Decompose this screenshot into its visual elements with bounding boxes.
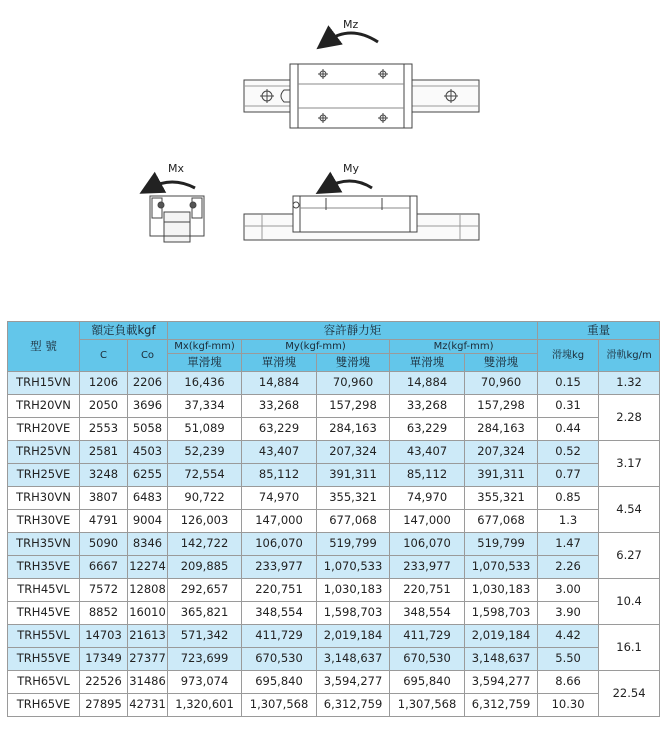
table-row — [8, 602, 660, 625]
cell-mz1: 147,000 — [390, 510, 465, 533]
cell-mx: 16,436 — [168, 372, 242, 395]
end-view-drawing — [150, 196, 204, 242]
header-my-double: 雙滑塊 — [317, 354, 390, 372]
cell-rail-weight: 1.32 — [599, 372, 660, 395]
cell-c: 7572 — [80, 579, 128, 602]
top-view-drawing — [244, 64, 479, 128]
cell-mz1: 14,884 — [390, 372, 465, 395]
cell-my2: 284,163 — [317, 418, 390, 441]
cell-rail-weight: 4.54 — [599, 487, 660, 533]
cell-co: 42731 — [128, 694, 168, 717]
side-view-drawing — [244, 196, 479, 240]
cell-model: TRH35VN — [8, 533, 80, 556]
cell-co: 2206 — [128, 372, 168, 395]
cell-co: 6483 — [128, 487, 168, 510]
cell-mz2: 6,312,759 — [465, 694, 538, 717]
cell-mz1: 43,407 — [390, 441, 465, 464]
cell-mx: 209,885 — [168, 556, 242, 579]
cell-my2: 677,068 — [317, 510, 390, 533]
cell-rail-weight: 2.28 — [599, 395, 660, 441]
table-row — [8, 556, 660, 579]
table-row — [8, 418, 660, 441]
cell-co: 16010 — [128, 602, 168, 625]
cell-mz1: 670,530 — [390, 648, 465, 671]
cell-block: 3.90 — [538, 602, 599, 625]
table-row — [8, 441, 660, 464]
cell-mz1: 220,751 — [390, 579, 465, 602]
cell-rail-weight: 16.1 — [599, 625, 660, 671]
cell-rail-weight: 6.27 — [599, 533, 660, 579]
cell-mz1: 348,554 — [390, 602, 465, 625]
cell-model: TRH55VL — [8, 625, 80, 648]
cell-block: 0.31 — [538, 395, 599, 418]
cell-model: TRH25VE — [8, 464, 80, 487]
cell-my1: 14,884 — [242, 372, 317, 395]
mz-rotation-arrow — [326, 33, 378, 42]
cell-block: 1.3 — [538, 510, 599, 533]
cell-mz1: 85,112 — [390, 464, 465, 487]
cell-co: 12808 — [128, 579, 168, 602]
cell-mz1: 106,070 — [390, 533, 465, 556]
specification-table — [7, 321, 660, 717]
table-row — [8, 395, 660, 418]
cell-block: 0.85 — [538, 487, 599, 510]
cell-c: 1206 — [80, 372, 128, 395]
header-my: My(kgf-mm) — [242, 340, 390, 354]
specification-table-body — [8, 372, 660, 717]
header-co: Co — [128, 340, 168, 372]
cell-mx: 37,334 — [168, 395, 242, 418]
cell-c: 3807 — [80, 487, 128, 510]
cell-my2: 3,594,277 — [317, 671, 390, 694]
cell-block: 0.52 — [538, 441, 599, 464]
header-rail-kg-m: 滑軌kg/m — [599, 340, 660, 372]
cell-my2: 3,148,637 — [317, 648, 390, 671]
cell-my1: 348,554 — [242, 602, 317, 625]
cell-c: 8852 — [80, 602, 128, 625]
cell-block: 4.42 — [538, 625, 599, 648]
cell-my1: 33,268 — [242, 395, 317, 418]
table-row — [8, 648, 660, 671]
cell-c: 27895 — [80, 694, 128, 717]
cell-block: 10.30 — [538, 694, 599, 717]
table-row — [8, 533, 660, 556]
cell-mz2: 355,321 — [465, 487, 538, 510]
cell-block: 0.77 — [538, 464, 599, 487]
cell-my1: 147,000 — [242, 510, 317, 533]
cell-mz2: 157,298 — [465, 395, 538, 418]
table-row — [8, 694, 660, 717]
cell-my2: 6,312,759 — [317, 694, 390, 717]
cell-model: TRH30VN — [8, 487, 80, 510]
header-block-kg: 滑塊kg — [538, 340, 599, 372]
header-rated-load: 額定負載kgf — [80, 322, 168, 340]
table-row — [8, 464, 660, 487]
header-mz: Mz(kgf-mm) — [390, 340, 538, 354]
cell-mx: 571,342 — [168, 625, 242, 648]
cell-co: 8346 — [128, 533, 168, 556]
cell-mx: 365,821 — [168, 602, 242, 625]
cell-c: 17349 — [80, 648, 128, 671]
cell-block: 8.66 — [538, 671, 599, 694]
cell-mx: 1,320,601 — [168, 694, 242, 717]
cell-c: 6667 — [80, 556, 128, 579]
cell-my1: 74,970 — [242, 487, 317, 510]
mz-label: Mz — [343, 18, 359, 31]
cell-c: 22526 — [80, 671, 128, 694]
cell-c: 2553 — [80, 418, 128, 441]
cell-mz2: 1,598,703 — [465, 602, 538, 625]
header-model: 型 號 — [8, 322, 80, 372]
cell-co: 4503 — [128, 441, 168, 464]
cell-my2: 355,321 — [317, 487, 390, 510]
cell-mx: 126,003 — [168, 510, 242, 533]
cell-my1: 43,407 — [242, 441, 317, 464]
table-row — [8, 510, 660, 533]
cell-c: 3248 — [80, 464, 128, 487]
cell-my2: 157,298 — [317, 395, 390, 418]
cell-mz2: 519,799 — [465, 533, 538, 556]
cell-my2: 1,030,183 — [317, 579, 390, 602]
header-mz-single: 單滑塊 — [390, 354, 465, 372]
header-static-moment: 容許靜力矩 — [168, 322, 538, 340]
cell-model: TRH65VE — [8, 694, 80, 717]
cell-mx: 90,722 — [168, 487, 242, 510]
cell-mz2: 2,019,184 — [465, 625, 538, 648]
cell-mz2: 284,163 — [465, 418, 538, 441]
cell-model: TRH55VE — [8, 648, 80, 671]
cell-c: 2581 — [80, 441, 128, 464]
cell-model: TRH25VN — [8, 441, 80, 464]
cell-model: TRH20VE — [8, 418, 80, 441]
cell-mz2: 391,311 — [465, 464, 538, 487]
cell-mz1: 695,840 — [390, 671, 465, 694]
cell-mx: 723,699 — [168, 648, 242, 671]
header-weight: 重量 — [538, 322, 660, 340]
header-my-single: 單滑塊 — [242, 354, 317, 372]
cell-co: 12274 — [128, 556, 168, 579]
cell-my2: 2,019,184 — [317, 625, 390, 648]
header-c: C — [80, 340, 128, 372]
cell-my2: 207,324 — [317, 441, 390, 464]
cell-c: 2050 — [80, 395, 128, 418]
cell-mx: 973,074 — [168, 671, 242, 694]
cell-mz2: 1,030,183 — [465, 579, 538, 602]
cell-mz2: 3,594,277 — [465, 671, 538, 694]
cell-mx: 51,089 — [168, 418, 242, 441]
cell-model: TRH45VL — [8, 579, 80, 602]
cell-my2: 1,070,533 — [317, 556, 390, 579]
cell-my2: 519,799 — [317, 533, 390, 556]
cell-mx: 72,554 — [168, 464, 242, 487]
cell-my1: 85,112 — [242, 464, 317, 487]
cell-model: TRH45VE — [8, 602, 80, 625]
moment-diagram — [0, 0, 660, 320]
cell-my2: 391,311 — [317, 464, 390, 487]
cell-my2: 1,598,703 — [317, 602, 390, 625]
my-rotation-arrow — [326, 181, 372, 188]
cell-c: 4791 — [80, 510, 128, 533]
cell-mz2: 677,068 — [465, 510, 538, 533]
cell-block: 5.50 — [538, 648, 599, 671]
cell-block: 2.26 — [538, 556, 599, 579]
cell-block: 1.47 — [538, 533, 599, 556]
cell-c: 14703 — [80, 625, 128, 648]
my-label: My — [343, 162, 360, 175]
cell-model: TRH65VL — [8, 671, 80, 694]
table-row — [8, 372, 660, 395]
cell-co: 3696 — [128, 395, 168, 418]
cell-rail-weight: 10.4 — [599, 579, 660, 625]
cell-my1: 63,229 — [242, 418, 317, 441]
cell-my1: 411,729 — [242, 625, 317, 648]
cell-mz1: 63,229 — [390, 418, 465, 441]
table-row — [8, 579, 660, 602]
cell-co: 27377 — [128, 648, 168, 671]
cell-my1: 1,307,568 — [242, 694, 317, 717]
cell-co: 5058 — [128, 418, 168, 441]
cell-my1: 233,977 — [242, 556, 317, 579]
cell-mz1: 74,970 — [390, 487, 465, 510]
table-row — [8, 671, 660, 694]
cell-mz2: 3,148,637 — [465, 648, 538, 671]
table-row — [8, 487, 660, 510]
cell-rail-weight: 3.17 — [599, 441, 660, 487]
cell-my1: 220,751 — [242, 579, 317, 602]
cell-mx: 52,239 — [168, 441, 242, 464]
cell-mz2: 207,324 — [465, 441, 538, 464]
mx-rotation-arrow — [150, 182, 195, 188]
cell-mz1: 233,977 — [390, 556, 465, 579]
cell-block: 0.44 — [538, 418, 599, 441]
cell-block: 3.00 — [538, 579, 599, 602]
cell-mz2: 70,960 — [465, 372, 538, 395]
cell-my1: 695,840 — [242, 671, 317, 694]
cell-co: 21613 — [128, 625, 168, 648]
cell-model: TRH30VE — [8, 510, 80, 533]
cell-my2: 70,960 — [317, 372, 390, 395]
cell-mx: 292,657 — [168, 579, 242, 602]
cell-co: 31486 — [128, 671, 168, 694]
linear-guide-drawings — [0, 0, 660, 320]
cell-mz1: 1,307,568 — [390, 694, 465, 717]
cell-rail-weight: 22.54 — [599, 671, 660, 717]
cell-model: TRH15VN — [8, 372, 80, 395]
header-mx-single: 單滑塊 — [168, 354, 242, 372]
cell-mz1: 411,729 — [390, 625, 465, 648]
cell-mz1: 33,268 — [390, 395, 465, 418]
cell-model: TRH35VE — [8, 556, 80, 579]
cell-mz2: 1,070,533 — [465, 556, 538, 579]
cell-my1: 106,070 — [242, 533, 317, 556]
table-row — [8, 625, 660, 648]
cell-my1: 670,530 — [242, 648, 317, 671]
cell-co: 6255 — [128, 464, 168, 487]
cell-mx: 142,722 — [168, 533, 242, 556]
cell-model: TRH20VN — [8, 395, 80, 418]
header-mx: Mx(kgf-mm) — [168, 340, 242, 354]
cell-co: 9004 — [128, 510, 168, 533]
cell-block: 0.15 — [538, 372, 599, 395]
cell-c: 5090 — [80, 533, 128, 556]
mx-label: Mx — [168, 162, 185, 175]
header-mz-double: 雙滑塊 — [465, 354, 538, 372]
